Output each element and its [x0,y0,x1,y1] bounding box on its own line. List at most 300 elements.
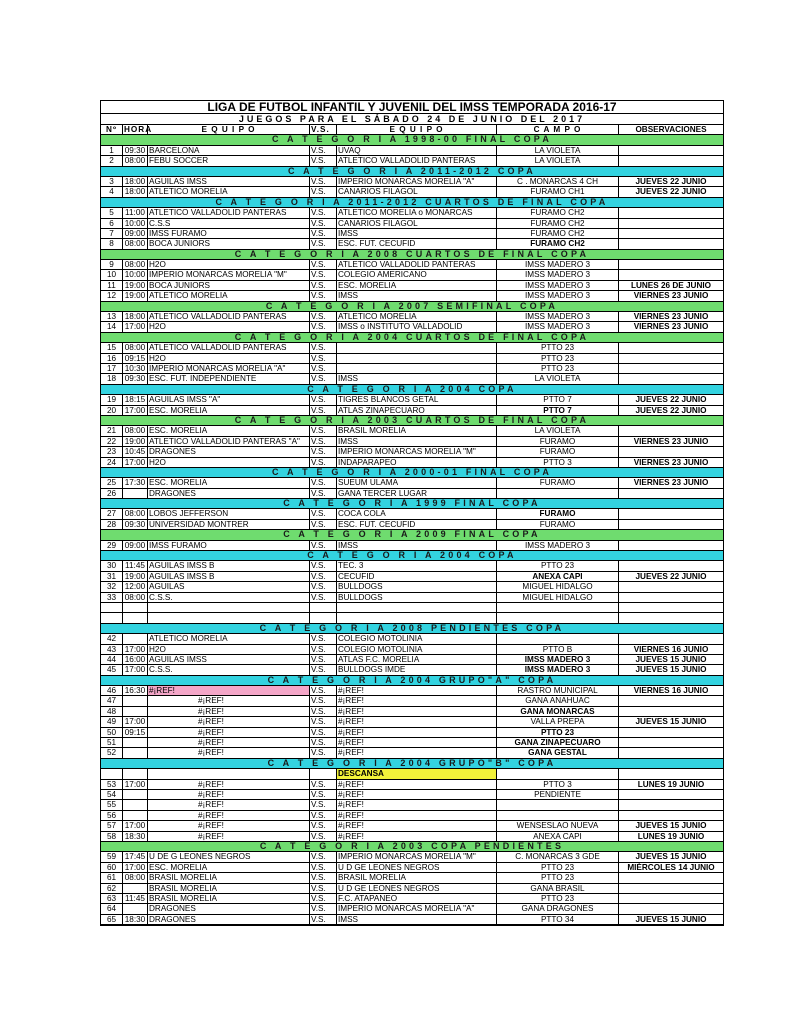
cell-equipo-visitante: IMPERIO MONARCAS MORELIA "M" [337,852,497,861]
cell-observaciones [619,561,723,570]
cell-hora: 08:00 [123,239,148,248]
cell-num: 43 [101,645,123,654]
table-row [101,634,723,644]
cell-observaciones [619,208,723,217]
cell-equipo-visitante [337,354,497,363]
cell-equipo-local: #¡REF! [148,811,310,820]
table-row [101,915,723,925]
empty-cell [123,613,148,622]
cell-campo: PTTO 3 [497,458,619,467]
cell-equipo-local: C.S.S. [148,665,310,674]
cell-hora: 11:45 [123,894,148,903]
empty-cell [101,603,123,612]
cell-campo: PTTO 23 [497,343,619,352]
cell-hora: 19:00 [123,281,148,290]
cell-observaciones [619,728,723,737]
cell-observaciones [619,738,723,747]
cell-equipo-local: ESC. MORELIA [148,478,310,487]
table-row [101,447,723,457]
cell-num: 9 [101,260,123,269]
table-row [101,645,723,655]
cell-campo [497,811,619,820]
cell-equipo-local: C.S.S. [148,593,310,602]
cell-campo: PTTO 7 [497,406,619,415]
table-row [101,696,723,706]
header-hora: HORA [124,125,153,134]
cell-hora: 08:00 [123,873,148,882]
cell-campo: ANEXA CAPI [497,832,619,841]
cell-equipo-visitante: TEC. 3 [337,561,497,570]
cell-equipo-visitante: IMPERIO MONARCAS MORELIA "A" [337,177,497,186]
cell-num: 53 [101,780,123,789]
cell-observaciones [619,239,723,248]
cell-equipo-local: IMPERIO MONARCAS MORELIA "A" [148,364,310,373]
cell-vs: V.S. [310,790,337,799]
cell-observaciones [619,156,723,165]
cell-equipo-local: AGUILAS IMSS [148,655,310,664]
cell-num: 31 [101,572,123,581]
cell-hora: 18:15 [123,395,148,404]
cell-equipo-local: FEBU SOCCER [148,156,310,165]
cell-equipo-visitante: ESC. FUT. CECUFID [337,520,497,529]
cell-equipo-visitante: IMPERIO MONARCAS MORELIA "A" [337,904,497,913]
table-row [101,478,723,488]
cell-observaciones [619,260,723,269]
cell-equipo-visitante: F.C. ATAPANEO [337,894,497,903]
cell-equipo-visitante: IMSS [337,915,497,924]
cell-observaciones: JUEVES 15 JUNIO [635,717,707,727]
header-equipo-local: E Q U I P O [148,125,310,134]
cell-equipo-visitante: U D GE LEONES NEGROS [337,863,497,872]
table-row [101,354,723,364]
cell-equipo-local: BRASIL MORELIA [148,894,310,903]
cell-hora [123,811,148,820]
cell-equipo-local: AGUILAS IMSS B [148,572,310,581]
cell-vs: V.S. [310,832,337,841]
cell-vs: V.S. [310,541,337,550]
cell-vs: V.S. [310,645,337,654]
cell-num: 29 [101,541,123,550]
cell-observaciones [619,146,723,155]
cell-vs: V.S. [310,156,337,165]
cell-equipo-visitante: BULLDOGS [337,582,497,591]
header-observaciones: OBSERVACIONES [635,125,707,134]
cell-num: 60 [101,863,123,872]
cell-campo: PTTO 23 [497,863,619,872]
cell-hora: 08:00 [123,156,148,165]
schedule-sheet [100,100,724,926]
cell-num: 46 [101,686,123,695]
cell-num: 1 [101,146,123,155]
cell-vs: V.S. [310,489,337,498]
cell-observaciones [619,894,723,903]
table-row [101,270,723,280]
category-band: C A T E G O R I A 1998-00 FINAL COPA [101,135,723,145]
category-band: C A T E G O R I A 2011-2012 COPA [101,167,723,177]
table-row [101,509,723,519]
cell-campo [497,800,619,809]
cell-vs: V.S. [310,811,337,820]
cell-hora: 17:00 [123,717,148,726]
cell-equipo-local: #¡REF! [148,696,310,705]
blank-row [101,603,723,613]
cell-campo: PTTO 23 [497,894,619,903]
cell-num: 2 [101,156,123,165]
cell-campo: IMSS MADERO 3 [497,322,619,331]
cell-vs: V.S. [310,312,337,321]
cell-vs: V.S. [310,458,337,467]
cell-equipo-visitante: INDAPARAPEO [337,458,497,467]
sheet-title: LIGA DE FUTBOL INFANTIL Y JUVENIL DEL IMSS TEMPORADA 2016-17 [101,101,723,114]
cell-hora: 09:30 [123,146,148,155]
cell-campo: GANA BRASIL [497,884,619,893]
cell-equipo-visitante: #¡REF! [337,832,497,841]
header-campo: C A M P O [497,125,619,134]
cell-equipo-local: ATLETICO VALLADOLID PANTERAS [148,343,310,352]
cell-campo: C. MONARCAS 3 GDE [497,852,619,861]
cell-equipo-visitante: COLEGIO AMERICANO [337,270,497,279]
cell-num: 48 [101,707,123,716]
cell-vs: V.S. [310,426,337,435]
cell-vs: V.S. [310,395,337,404]
cell-vs: V.S. [310,187,337,196]
cell-observaciones [619,748,723,757]
cell-equipo-visitante: UVAQ [337,146,497,155]
cell-campo [497,489,619,498]
cell-vs: V.S. [310,863,337,872]
empty-cell [310,613,337,622]
cell-num: 49 [101,717,123,726]
cell-observaciones: VIERNES 23 JUNIO [633,478,709,488]
cell-vs: V.S. [310,520,337,529]
cell-equipo-visitante: #¡REF! [337,748,497,757]
cell-hora: 18:00 [123,177,148,186]
cell-num: 27 [101,509,123,518]
cell-vs: V.S. [310,509,337,518]
cell-campo: FURAMO [497,437,619,446]
cell-vs: V.S. [310,894,337,903]
cell-campo: FURAMO CH2 [497,219,619,228]
cell-vs: V.S. [310,219,337,228]
cell-vs: V.S. [310,447,337,456]
cell-campo: WENSESLAO NUEVA [497,821,619,830]
cell-equipo-local: #¡REF! [148,707,310,716]
cell-vs: V.S. [310,561,337,570]
cell-observaciones [619,811,723,820]
cell-equipo-local: BOCA JUNIORS [148,239,310,248]
cell-num [101,769,123,778]
table-row [101,395,723,405]
cell-num: 16 [101,354,123,363]
cell-observaciones [619,270,723,279]
cell-equipo-local: ESC. FUT. INDEPENDIENTE [148,374,310,383]
cell-equipo-local: ATLETICO MORELIA [148,634,310,643]
cell-observaciones [619,769,723,778]
category-band: C A T E G O R I A 2003 COPA PENDIENTES [101,842,723,852]
cell-num: 44 [101,655,123,664]
schedule-rows [101,135,723,925]
cell-vs: V.S. [310,229,337,238]
cell-equipo-visitante: CECUFID [337,572,497,581]
cell-num: 32 [101,582,123,591]
cell-campo: IMSS MADERO 3 [497,655,619,664]
cell-vs: V.S. [310,260,337,269]
cell-equipo-visitante: DESCANSA [337,769,497,778]
cell-num: 21 [101,426,123,435]
cell-equipo-local: DRAGONES [148,489,310,498]
cell-num: 7 [101,229,123,238]
cell-vs: V.S. [310,291,337,300]
cell-num: 22 [101,437,123,446]
cell-hora: 17:00 [123,406,148,415]
cell-hora [123,904,148,913]
cell-campo: PTTO B [497,645,619,654]
cell-campo: PTTO 3 [497,780,619,789]
cell-equipo-local: BOCA JUNIORS [148,281,310,290]
cell-num: 45 [101,665,123,674]
cell-hora: 10:00 [123,219,148,228]
table-row [101,790,723,800]
cell-vs: V.S. [310,884,337,893]
table-row [101,655,723,665]
cell-hora: 17:00 [123,821,148,830]
cell-hora: 09:15 [123,728,148,737]
cell-equipo-local: H2O [148,354,310,363]
cell-vs: V.S. [310,915,337,924]
cell-campo: FURAMO CH2 [497,229,619,238]
cell-observaciones [619,343,723,352]
cell-campo: GANA DRAGONES [497,904,619,913]
cell-equipo-visitante: #¡REF! [337,738,497,747]
cell-hora: 16:00 [123,655,148,664]
cell-hora: 08:00 [123,260,148,269]
cell-equipo-visitante: IMSS [337,229,497,238]
cell-equipo-local: #¡REF! [148,717,310,726]
cell-equipo-visitante: ATLAS ZINAPECUARO [337,406,497,415]
cell-observaciones: JUEVES 22 JUNIO [635,395,707,405]
cell-hora: 17:00 [123,322,148,331]
cell-campo: FURAMO [497,447,619,456]
table-row [101,572,723,582]
cell-equipo-local: LOBOS JEFFERSON [148,509,310,518]
cell-equipo-local: ATLETICO MORELIA [148,291,310,300]
cell-equipo-visitante: COLEGIO MOTOLINIA [337,634,497,643]
cell-hora: 08:00 [123,593,148,602]
cell-hora: 09:15 [123,354,148,363]
cell-hora [123,800,148,809]
cell-vs: V.S. [310,873,337,882]
cell-hora: 19:00 [123,437,148,446]
table-row [101,208,723,218]
cell-observaciones: LUNES 19 JUNIO [637,779,705,789]
cell-observaciones: VIERNES 16 JUNIO [633,686,709,696]
cell-observaciones [619,520,723,529]
empty-cell [619,603,723,612]
cell-num: 19 [101,395,123,404]
cell-campo: FURAMO [497,509,619,518]
cell-equipo-visitante: CANARIOS FILAGOL [337,187,497,196]
cell-vs: V.S. [310,655,337,664]
cell-hora: 19:00 [123,291,148,300]
cell-equipo-visitante: ATLETICO MORELIA [337,312,497,321]
cell-equipo-visitante: SUEUM ULAMA [337,478,497,487]
cell-hora [123,769,148,778]
category-band: C A T E G O R I A 1999 FINAL COPA [101,499,723,509]
cell-num: 13 [101,312,123,321]
cell-hora: 17:30 [123,478,148,487]
cell-campo: LA VIOLETA [497,146,619,155]
table-row [101,437,723,447]
cell-observaciones: VIERNES 16 JUNIO [633,644,709,654]
table-row [101,738,723,748]
cell-observaciones [619,800,723,809]
cell-observaciones: LUNES 26 DE JUNIO [630,280,712,290]
cell-equipo-local: IMSS FURAMO [148,541,310,550]
cell-num: 25 [101,478,123,487]
cell-num: 8 [101,239,123,248]
cell-equipo-local: #¡REF! [148,832,310,841]
cell-equipo-local: ATLETICO VALLADOLID PANTERAS "A" [148,437,310,446]
cell-equipo-visitante: COCA COLA [337,509,497,518]
cell-hora: 09:30 [123,374,148,383]
cell-campo: LA VIOLETA [497,156,619,165]
empty-cell [337,613,497,622]
cell-campo: RASTRO MUNICIPAL [497,686,619,695]
cell-num: 52 [101,748,123,757]
cell-observaciones [619,634,723,643]
cell-vs: V.S. [310,665,337,674]
cell-campo: FURAMO CH1 [497,187,619,196]
cell-equipo-visitante: ATLETICO VALLADOLID PANTERAS [337,156,497,165]
cell-equipo-local: ATLETICO VALLADOLID PANTERAS [148,208,310,217]
cell-equipo-visitante: ESC. MORELIA [337,281,497,290]
table-row [101,707,723,717]
cell-equipo-visitante: IMSS [337,437,497,446]
cell-campo: PTTO 23 [497,354,619,363]
cell-vs: V.S. [310,281,337,290]
table-row [101,811,723,821]
cell-num: 63 [101,894,123,903]
cell-campo: GANA GESTAL [497,748,619,757]
cell-equipo-visitante: #¡REF! [337,811,497,820]
table-row [101,281,723,291]
cell-hora: 08:00 [123,343,148,352]
cell-observaciones: JUEVES 15 JUNIO [635,914,707,924]
table-row [101,426,723,436]
category-band: C A T E G O R I A 2008 PENDIENTES COPA [101,624,723,634]
empty-cell [148,603,310,612]
cell-observaciones [619,707,723,716]
cell-vs: V.S. [310,572,337,581]
cell-equipo-local: #¡REF! [148,790,310,799]
header-equipo-visitante: E Q U I P O [337,125,497,134]
cell-observaciones [619,904,723,913]
cell-campo: GANA ZINAPECUARO [497,738,619,747]
cell-vs: V.S. [310,821,337,830]
cell-hora [123,738,148,747]
cell-observaciones: VIERNES 23 JUNIO [633,312,709,322]
cell-hora: 19:00 [123,572,148,581]
header-num: Nº [101,125,123,134]
cell-campo: GANA ANAHUAC [497,696,619,705]
cell-hora: 17:00 [123,645,148,654]
cell-vs: V.S. [310,852,337,861]
cell-hora: 10:00 [123,270,148,279]
cell-observaciones: JUEVES 15 JUNIO [635,852,707,862]
cell-vs: V.S. [310,800,337,809]
cell-vs: V.S. [310,146,337,155]
cell-campo: IMSS MADERO 3 [497,260,619,269]
cell-num: 20 [101,406,123,415]
cell-vs: V.S. [310,374,337,383]
cell-num: 17 [101,364,123,373]
table-row [101,884,723,894]
cell-observaciones: MIÉRCOLES 14 JUNIO [627,862,715,872]
cell-equipo-local [148,769,310,778]
cell-num: 47 [101,696,123,705]
category-band: C A T E G O R I A 2000-01 FINAL COPA [101,468,723,478]
cell-equipo-local: DRAGONES [148,904,310,913]
cell-equipo-local: AGUILAS [148,582,310,591]
cell-vs: V.S. [310,582,337,591]
cell-equipo-visitante: BULLDOGS [337,593,497,602]
table-row [101,177,723,187]
cell-equipo-local: IMPERIO MONARCAS MORELIA "M" [148,270,310,279]
table-row [101,821,723,831]
cell-equipo-visitante: IMPERIO MONARCAS MORELIA "M" [337,447,497,456]
empty-cell [123,603,148,612]
cell-hora: 09:30 [123,520,148,529]
cell-equipo-local: #¡REF! [148,821,310,830]
category-band: C A T E G O R I A 2007 SEMIFINAL COPA [101,302,723,312]
cell-observaciones [619,873,723,882]
cell-campo: C . MONARCAS 4 CH [497,177,619,186]
cell-campo: PTTO 23 [497,873,619,882]
cell-equipo-local: DRAGONES [148,915,310,924]
category-band: C A T E G O R I A 2004 COPA [101,551,723,561]
cell-vs: V.S. [310,478,337,487]
cell-equipo-local: AGUILAS IMSS "A" [148,395,310,404]
cell-observaciones [619,219,723,228]
cell-hora: 11:00 [123,208,148,217]
cell-campo: PTTO 34 [497,915,619,924]
cell-equipo-visitante: IMSS [337,291,497,300]
cell-vs: V.S. [310,437,337,446]
cell-equipo-local: BRASIL MORELIA [148,873,310,882]
category-band: C A T E G O R I A 2004 GRUPO"B" COPA [101,759,723,769]
cell-num: 10 [101,270,123,279]
cell-equipo-visitante: ATLETICO VALLADOLID PANTERAS [337,260,497,269]
cell-equipo-local: AGUILAS IMSS [148,177,310,186]
table-row [101,146,723,156]
cell-campo: IMSS MADERO 3 [497,665,619,674]
cell-equipo-local: #¡REF! [148,728,310,737]
cell-campo: FURAMO CH2 [497,208,619,217]
table-row [101,873,723,883]
cell-hora: 17:00 [123,665,148,674]
cell-equipo-visitante: #¡REF! [337,800,497,809]
cell-vs: V.S. [310,717,337,726]
table-row [101,863,723,873]
cell-equipo-visitante: IMSS [337,541,497,550]
cell-vs: V.S. [310,322,337,331]
cell-hora: 17:00 [123,780,148,789]
cell-campo: FURAMO [497,478,619,487]
cell-equipo-visitante [337,364,497,373]
cell-observaciones [619,790,723,799]
cell-hora: 11:45 [123,561,148,570]
cell-campo: IMSS MADERO 3 [497,270,619,279]
